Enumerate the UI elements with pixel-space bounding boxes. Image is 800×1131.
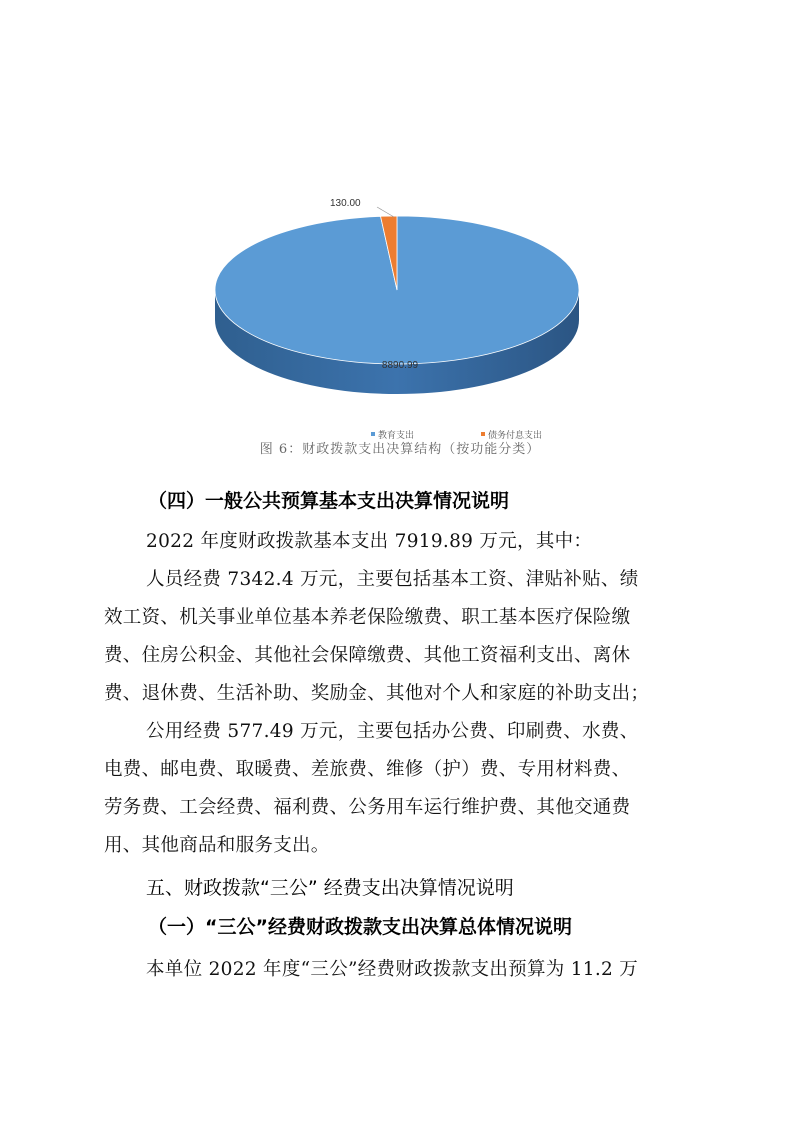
legend-label-debt-interest: 债务付息支出 [488, 430, 543, 440]
pie-chart [190, 180, 610, 450]
section-heading-basic-expenditure: （四）一般公共预算基本支出决算情况说明 [148, 490, 510, 512]
figure-caption: 图 6：财政拨款支出决算结构（按功能分类） [259, 442, 541, 457]
data-label-debt-interest: 130.00 [330, 198, 361, 209]
paragraph-line: 2022 年度财政拨款基本支出 7919.89 万元，其中： [146, 531, 593, 552]
paragraph-line: 公用经费 577.49 万元，主要包括办公费、印刷费、水费、 [146, 721, 639, 742]
subsection-heading-three-public-overall: （一）“三公”经费财政拨款支出决算总体情况说明 [148, 916, 572, 938]
paragraph-line: 费、退休费、生活补助、奖励金、其他对个人和家庭的补助支出； [104, 683, 650, 704]
legend-label-education: 教育支出 [378, 430, 415, 440]
paragraph-line: 劳务费、工会经费、福利费、公务用车运行维护费、其他交通费 [104, 797, 631, 818]
paragraph-line: 效工资、机关事业单位基本养老保险缴费、职工基本医疗保险缴 [104, 607, 631, 628]
paragraph-line: 本单位 2022 年度“三公”经费财政拨款支出预算为 11.2 万 [146, 959, 639, 980]
legend-swatch-education [371, 432, 375, 436]
legend-swatch-debt-interest [481, 432, 485, 436]
paragraph-line: 电费、邮电费、取暖费、差旅费、维修（护）费、专用材料费、 [104, 759, 631, 780]
leader-line [377, 207, 394, 217]
paragraph-line: 用、其他商品和服务支出。 [104, 835, 330, 856]
paragraph-line: 费、住房公积金、其他社会保障缴费、其他工资福利支出、离休 [104, 645, 631, 666]
data-label-education: 8890.99 [381, 360, 419, 371]
paragraph-line: 人员经费 7342.4 万元，主要包括基本工资、津贴补贴、绩 [146, 569, 639, 590]
section-heading-three-public: 五、财政拨款“三公” 经费支出决算情况说明 [146, 877, 514, 899]
